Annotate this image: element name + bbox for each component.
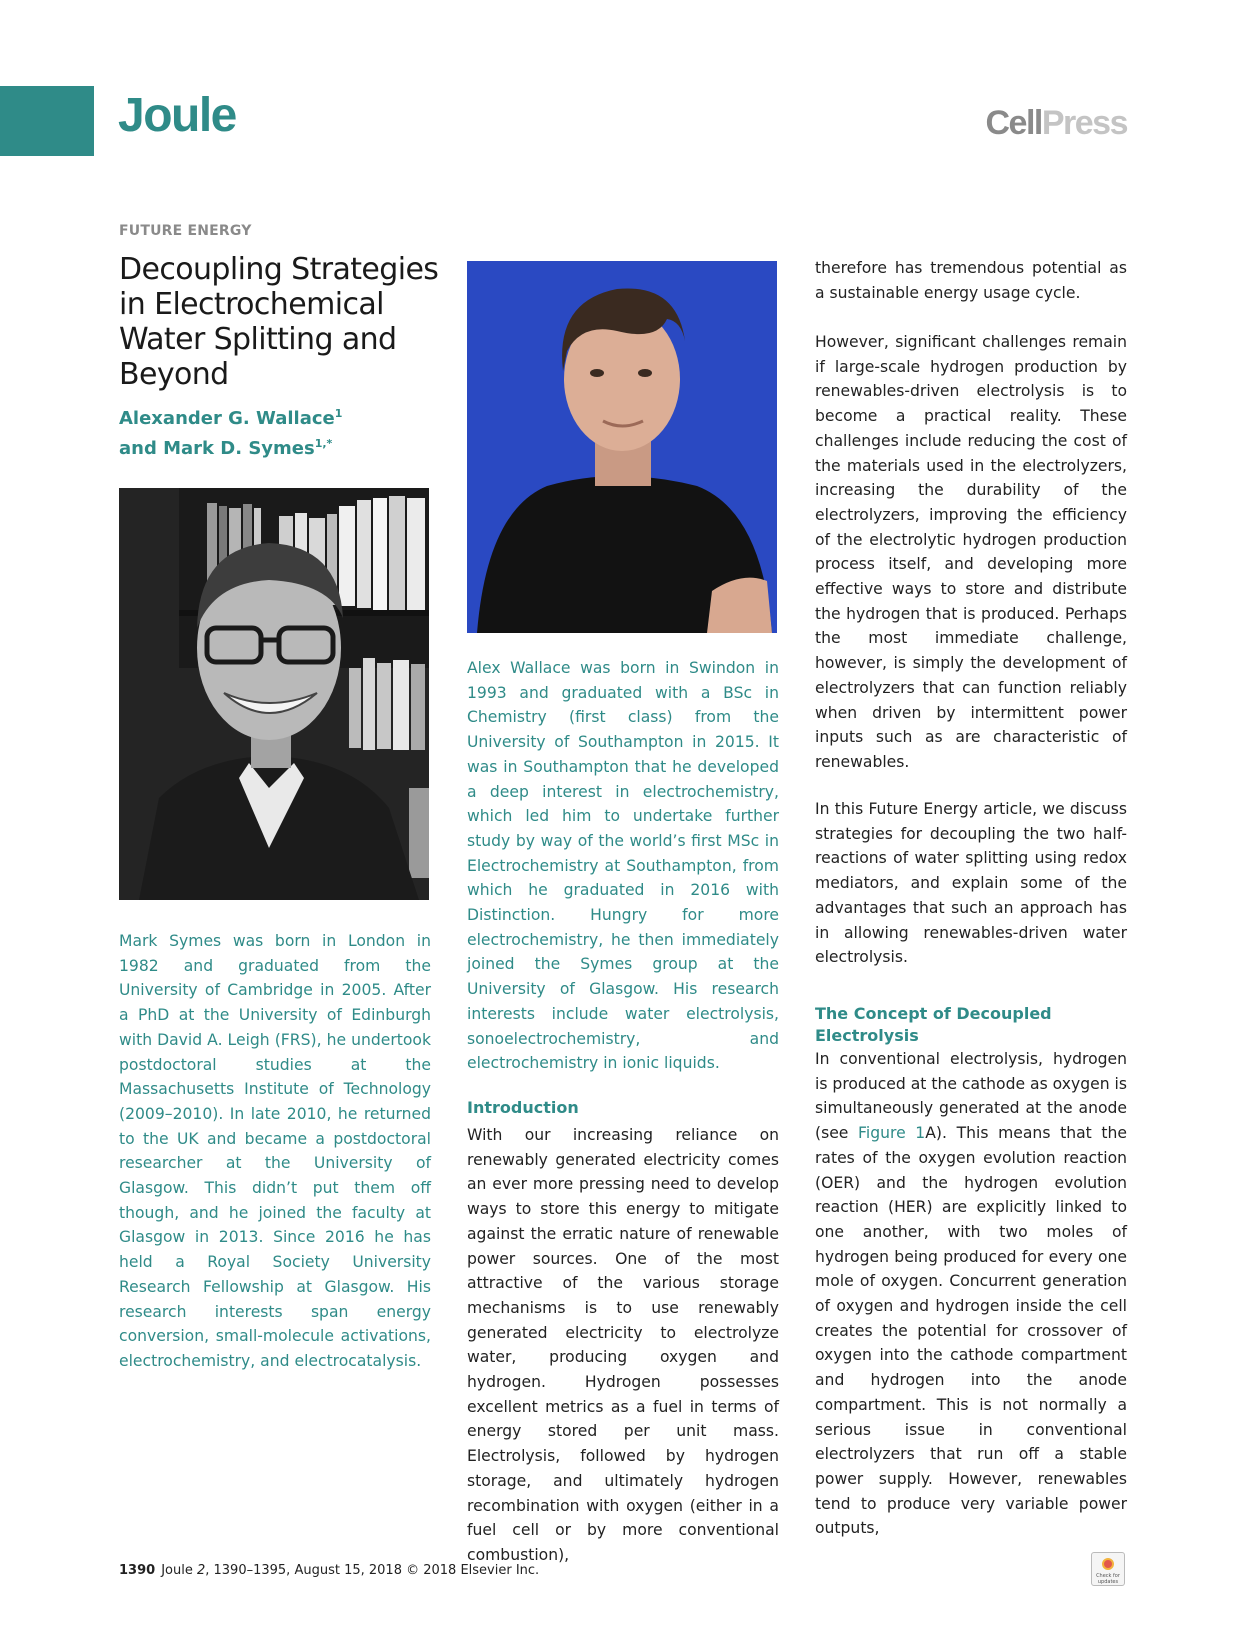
journal-logo[interactable]: Joule xyxy=(118,89,236,142)
footer-citation: , 1390–1395, August 15, 2018 © 2018 Elsevier Inc. xyxy=(205,1563,540,1578)
affiliation-marker[interactable]: 1 xyxy=(334,407,343,420)
author-list xyxy=(119,401,342,461)
paragraph: In this Future Energy article, we discuss strategies for decoupling the two half-reactions of water splitting using redox mediators, and explain some of the advantages that such an approach has in allowing renewables-driven water electrolysis. xyxy=(815,800,1127,967)
article-title: Decoupling Strategies in Electrochemical Water Splitting and Beyond xyxy=(119,252,439,392)
section-heading-concept: The Concept of Decoupled Electrolysis xyxy=(815,1004,1052,1045)
check-for-updates-button[interactable] xyxy=(1091,1552,1125,1586)
author-bio-wallace: Alex Wallace was born in Swindon in 1993 and graduated with a BSc in Chemistry (first class) from the University of Southampton in 2015. It was in Southampton that he developed a deep interest in electrochemistry, which led him to undertake further study by way of the world’s first MSc in Electrochemistry at Southampton, from which he graduated in 2016 with Distinction. Hungry for more electrochemistry, he then immediately joined the Symes group at the University of Glasgow. His research interests include water electrolysis, sonoelectrochemistry, and electrochemistry in ionic liquids. xyxy=(467,659,779,1073)
author-bio-symes: Mark Symes was born in London in 1982 and graduated from the University of Cambridge in 2005. After a PhD at the University of Edinburgh with David A. Leigh (FRS), he undertook postdoctoral studies at the Massachusetts Institute of Technology (2009–2010). In late 2010, he returned to the UK and became a postdoctoral researcher at the University of Glasgow. This didn’t put them off though, and he joined the faculty at Glasgow in 2013. Since 2016 he has held a Royal Society University Research Fellowship at Glasgow. His research interests span energy conversion, small-molecule activations, electrochemistry, and electrocatalysis. xyxy=(119,932,431,1370)
section-label: FUTURE ENERGY xyxy=(119,223,252,239)
publisher-logo-bold: Cell xyxy=(985,104,1042,142)
author-name[interactable]: Mark D. Symes xyxy=(163,438,315,459)
figure-link[interactable]: Figure 1 xyxy=(858,1124,926,1143)
section-heading-introduction: Introduction xyxy=(467,1098,579,1117)
portrait-illustration xyxy=(467,261,777,633)
affiliation-marker[interactable]: 1,* xyxy=(314,437,333,450)
paragraph: therefore has tremendous potential as a sustainable energy usage cycle. xyxy=(815,259,1127,302)
text-run: In conventional electrolysis, hydrogen is produced at the cathode as oxygen is simultaneously generated at the anode (see xyxy=(815,1050,1127,1143)
author-join: and xyxy=(119,438,164,459)
paragraph-introduction: With our increasing reliance on renewably generated electricity comes an ever more pressing need to develop ways to store this energy to mitigate against the erratic nature of renewable power sources. One of the most attractive of the various storage mechanisms is to use renewably generated electricity to electrolyze water, producing oxygen and hydrogen. Hydrogen possesses excellent metrics as a fuel in terms of energy stored per unit mass. Electrolysis, followed by hydrogen storage, and ultimately hydrogen recombination with oxygen (either in a fuel cell or by more conventional combustion), xyxy=(467,1126,779,1564)
publisher-logo[interactable] xyxy=(986,104,1128,143)
text-run: A). This means that the rates of the oxygen evolution reaction (OER) and the hydrogen evolution reaction (HER) are explicitly linked to one another, with two moles of hydrogen being produced for every one mole of oxygen. Concurrent generation of oxygen and hydrogen inside the cell creates the potential for crossover of oxygen into the cathode compartment and hydrogen into the anode compartment. This is not normally a serious issue in conventional electrolyzers that run off a stable power supply. However, renewables tend to produce very variable power outputs, xyxy=(815,1124,1127,1538)
badge-label: Check for updates xyxy=(1096,1573,1120,1585)
footer-journal: Joule xyxy=(161,1563,193,1578)
portrait-illustration xyxy=(119,488,429,900)
update-badge-icon xyxy=(1102,1558,1114,1570)
author-portrait-symes xyxy=(119,488,429,900)
author-portrait-wallace xyxy=(467,261,777,633)
page-number: 1390 xyxy=(119,1563,156,1578)
paragraph-concept xyxy=(815,1047,1127,1541)
publisher-logo-light: Press xyxy=(1041,104,1127,142)
journal-color-block xyxy=(0,86,94,156)
author-name[interactable]: Alexander G. Wallace xyxy=(119,408,335,429)
page-footer xyxy=(119,1563,539,1578)
footer-volume: 2 xyxy=(196,1563,206,1578)
paragraph: However, significant challenges remain if large-scale hydrogen production by renewables-driven electrolysis is to become a practical reality. These challenges include reducing the cost of the materials used in the electrolyzers, increasing the durability of the electrolyzers, improving the efficiency of the electrolytic hydrogen production process itself, and developing more effective ways to store and distribute the hydrogen that is produced. Perhaps the most immediate challenge, however, is simply the development of electrolyzers that can function reliably when driven by intermittent power inputs such as are characteristic of renewables. xyxy=(815,333,1127,771)
